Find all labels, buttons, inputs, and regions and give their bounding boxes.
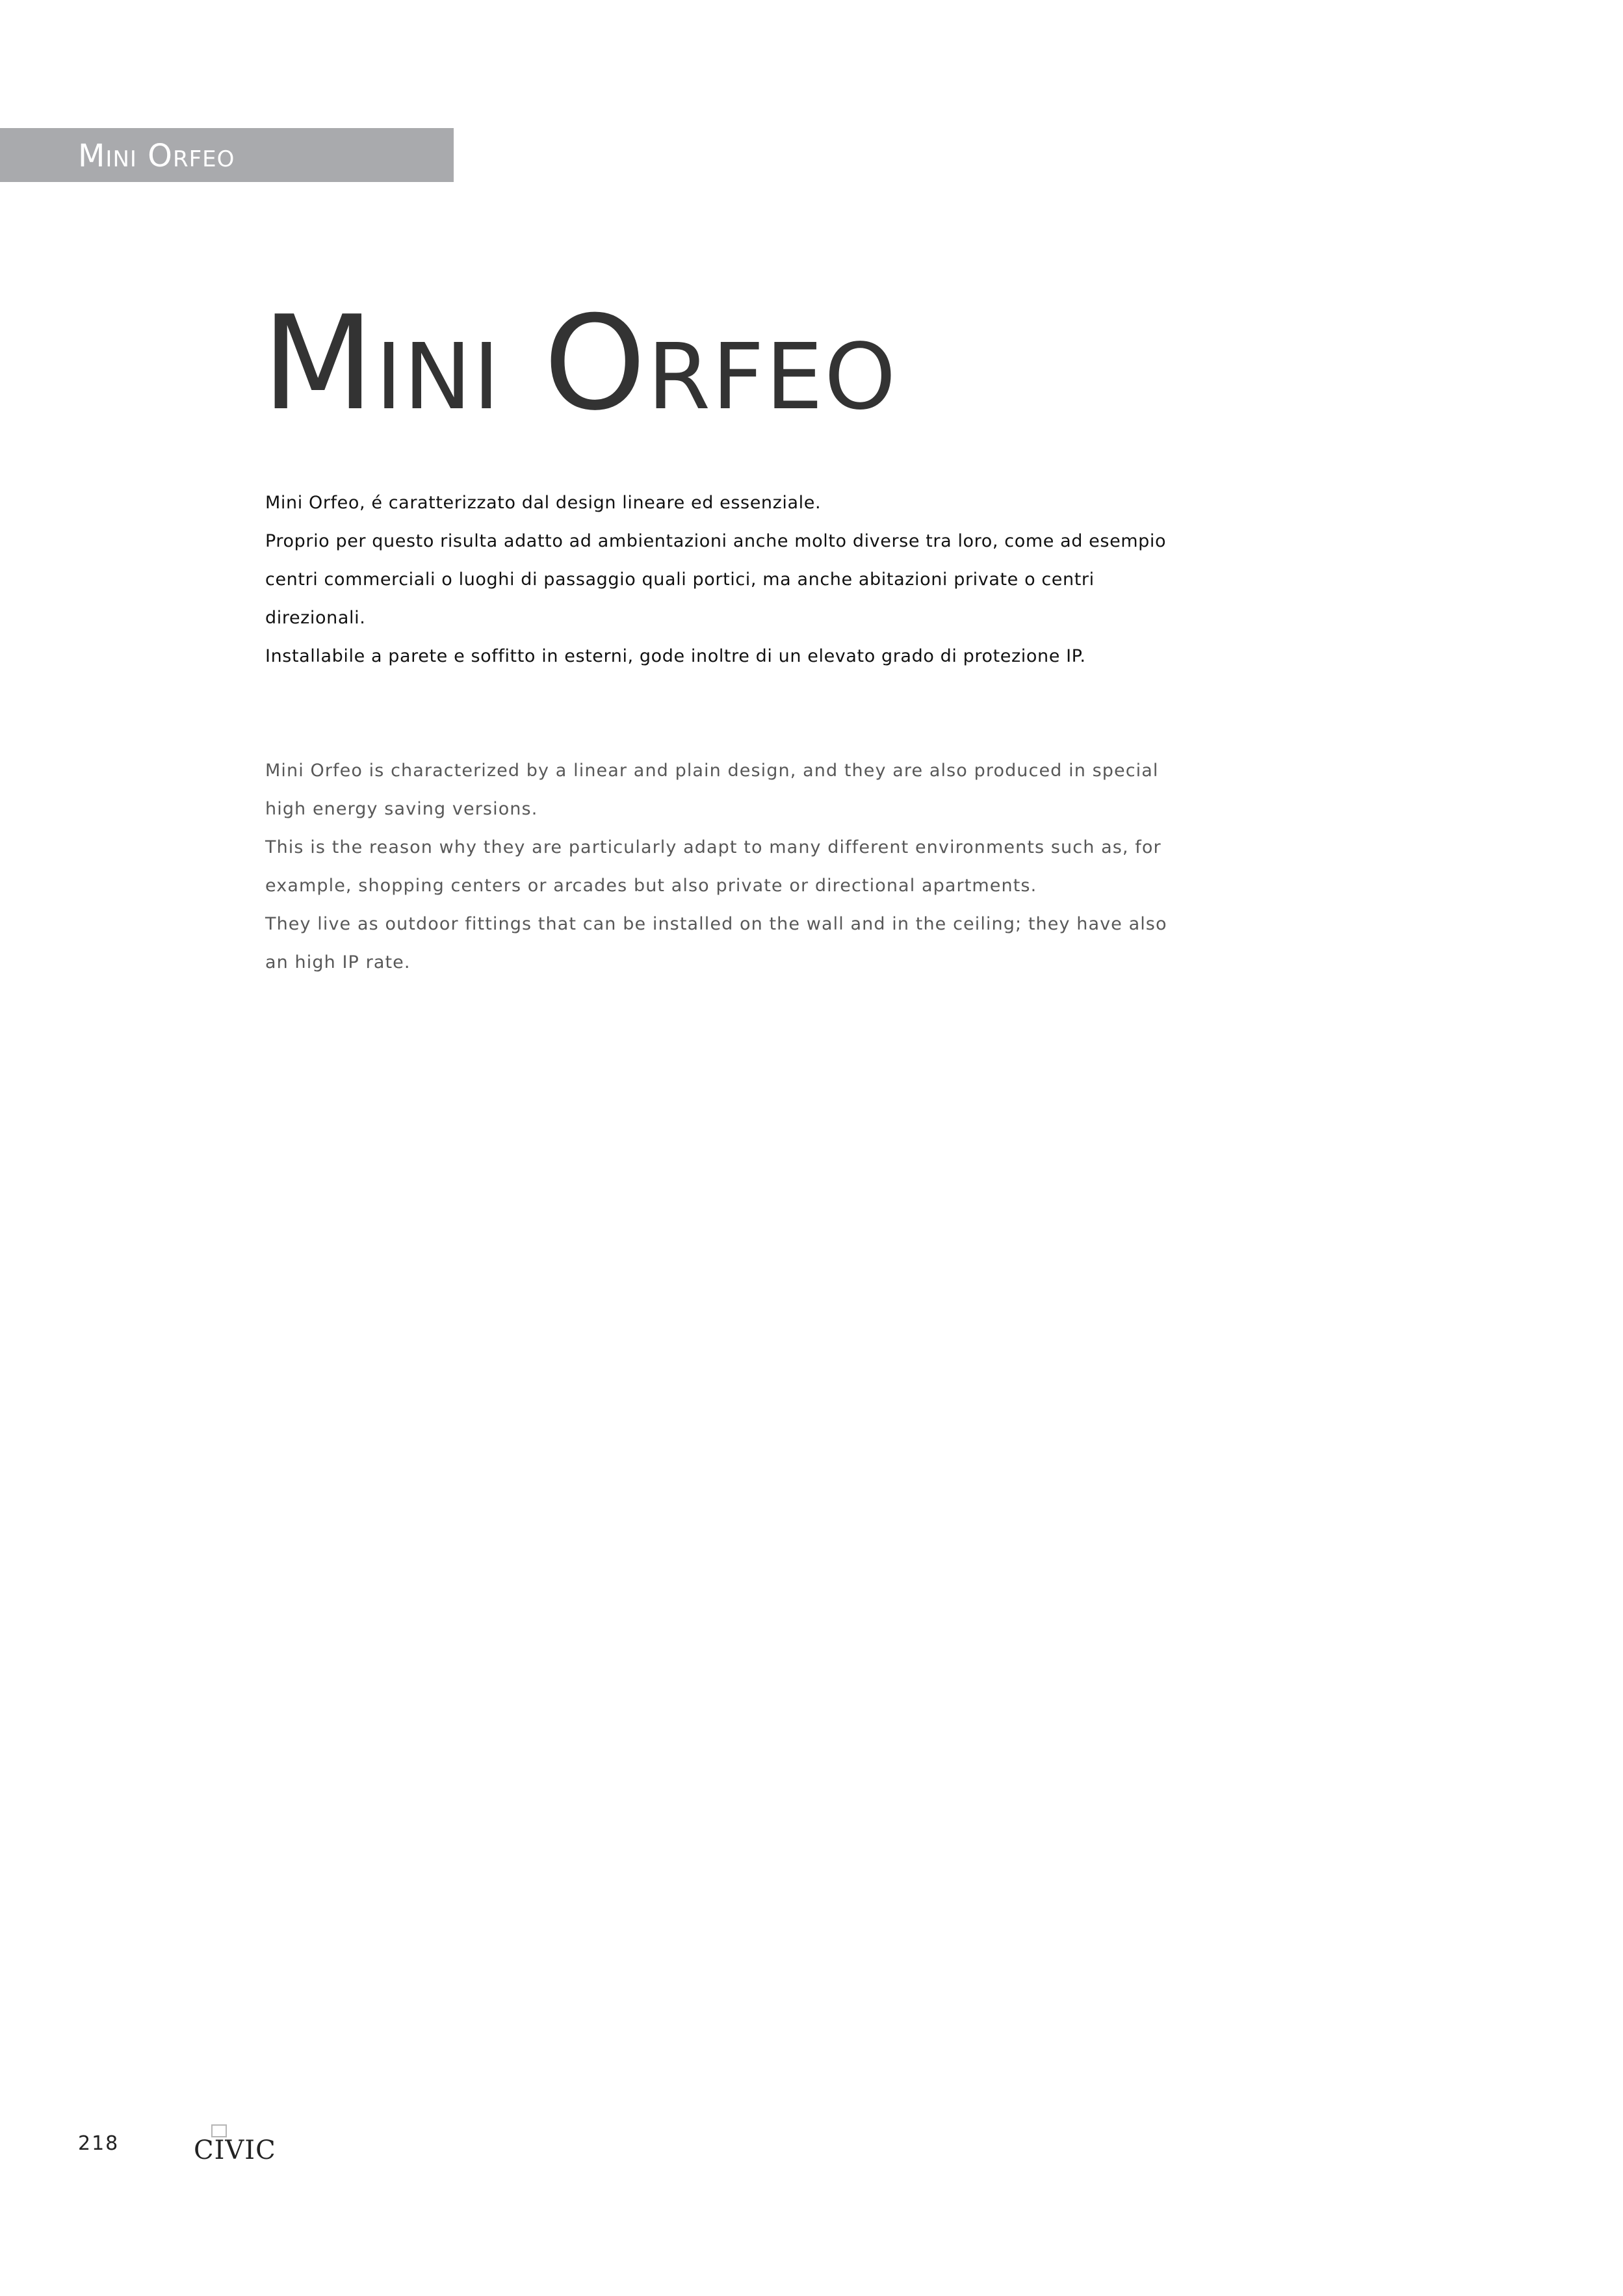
section-title: Mini Orfeo	[78, 138, 235, 174]
italian-paragraph: Installabile a parete e soffitto in esterni, gode inoltre di un elevato grado di protezione IP.	[265, 646, 1086, 666]
civic-logo	[194, 2124, 276, 2166]
english-description	[265, 751, 1188, 982]
english-paragraph: Mini Orfeo is characterized by a linear and plain design, and they are also produced in special high energy saving versions.	[265, 761, 1159, 819]
page-title: Mini Orfeo	[262, 288, 898, 439]
english-paragraph: They live as outdoor fittings that can be installed on the wall and in the ceiling; they have also an high IP rate.	[265, 914, 1167, 972]
english-paragraph: This is the reason why they are particularly adapt to many different environments such as, for example, shopping centers or arcades but also private or directional apartments.	[265, 837, 1162, 896]
italian-paragraph: Mini Orfeo, é caratterizzato dal design lineare ed essenziale.	[265, 493, 822, 513]
page-number: 218	[78, 2132, 120, 2155]
section-header-band	[0, 128, 454, 182]
italian-paragraph: Proprio per questo risulta adatto ad ambientazioni anche molto diverse tra loro, come ad esempio centri commerciali o luoghi di passaggio quali portici, ma anche abitazioni private o centri direzionali.	[265, 531, 1167, 628]
brand-name: CIVIC	[194, 2135, 276, 2165]
italian-description	[265, 484, 1188, 675]
